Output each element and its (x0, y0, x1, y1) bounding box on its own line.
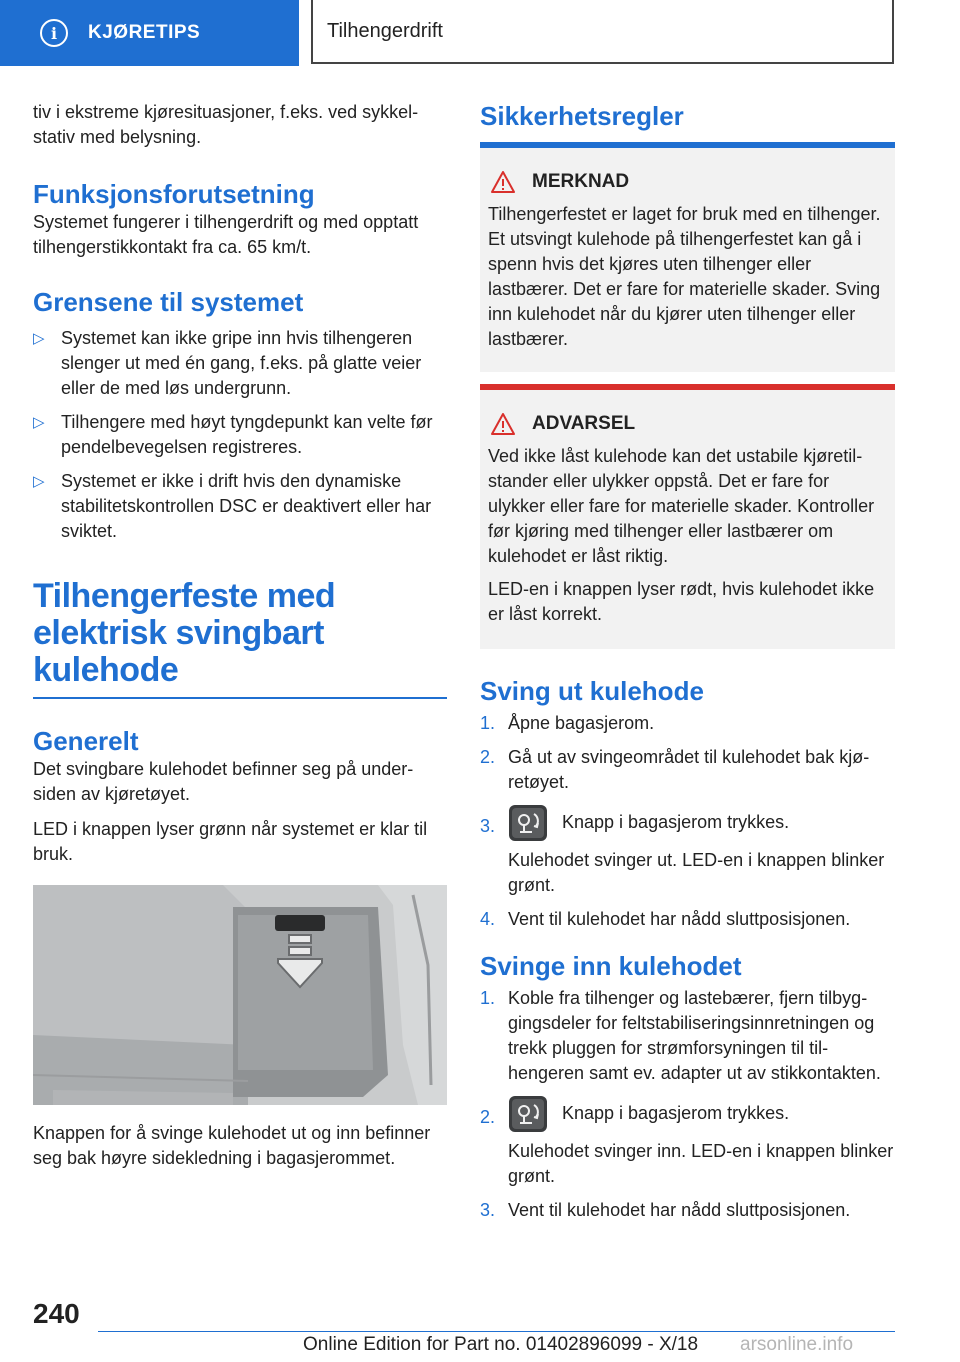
triangle-bullet-icon: ▷ (33, 473, 45, 490)
list-item: 3. Knapp i bagasjerom trykkes. Kulehodet svinger ut. LED-en i knappen blinker grønt. (480, 804, 895, 898)
tow-hitch-button-icon (508, 1095, 548, 1133)
chapter-title: Tilhengerdrift (327, 19, 443, 42)
triangle-bullet-icon: ▷ (33, 330, 45, 347)
steps-in-list (480, 986, 895, 1223)
tow-hitch-button-icon (508, 804, 548, 842)
list-item: ▷ Tilhengere med høyt tyngdepunkt kan velte før pendelbevegelsen registreres. (33, 412, 433, 457)
step-result: Kulehodet svinger inn. LED-en i knappen blinker grønt. (508, 1141, 894, 1186)
list-item: 1. Åpne bagasjerom. (480, 713, 655, 733)
watermark: arsonline.info (740, 1334, 854, 1355)
warning-text-1: Ved ikke låst kulehode kan det ustabile kjøretilstander eller ulykker oppstå. Det er fare for ulykker eller fare for materielle skader. Kontroller før kjøring med tilhenger eller lastbærer om kulehodet er låst riktig. (488, 446, 875, 566)
trunk-side-panel-photo (33, 885, 447, 1105)
list-item: ▷ Systemet kan ikke gripe inn hvis tilhengeren slenger ut med én gang, f.eks. på glatte veier eller de med løs undergrunn. (33, 328, 422, 398)
warning-triangle-icon (490, 170, 516, 194)
warning-triangle-icon (490, 412, 516, 436)
heading-svinge-inn: Svinge inn kulehodet (480, 951, 742, 981)
main-heading: Tilhengerfeste med elektrisk svingbart kulehode (33, 577, 336, 689)
list-item: 4. Vent til kulehodet har nådd sluttposisjonen. (480, 909, 851, 929)
heading-funksjonsforutsetning: Funksjonsforutsetning (33, 179, 315, 209)
paragraph-generelt-1: Det svingbare kulehodet befinner seg på undersiden av kjøretøyet. (33, 758, 414, 804)
heading-generelt: Generelt (33, 725, 139, 756)
photo-caption: Knappen for å svinge kulehodet ut og inn befinner seg bak høyre sidekledning i bagasjerommet. (33, 1122, 431, 1168)
chapter-title-box (311, 0, 894, 64)
note-header (488, 170, 885, 194)
list-item: 1. Koble fra tilhenger og lastebærer, fjern tilbyggingsdeler for feltstabiliseringsinnretningen og trekk pluggen for strømforsyningen til tilhengeren samt ev. adapter ut av stikkontakten. (480, 988, 881, 1083)
section-label: KJØRETIPS (88, 22, 201, 43)
edition-text: Online Edition for Part no. 01402896099 - X/18 (303, 1334, 699, 1355)
triangle-bullet-icon: ▷ (33, 414, 45, 431)
heading-sving-ut: Sving ut kulehode (480, 676, 704, 706)
list-item: 2. Gå ut av svingeområdet til kulehodet bak kjøretøyet. (480, 747, 870, 792)
footer-rule (98, 1331, 895, 1332)
heading-grensene: Grensene til systemet (33, 287, 304, 317)
list-item: 3. Vent til kulehodet har nådd sluttposisjonen. (480, 1200, 851, 1220)
warning-title: ADVARSEL (532, 413, 636, 434)
page-number: 240 (33, 1298, 80, 1329)
right-column (480, 100, 895, 1232)
warning-text-2: LED-en i knappen lyser rødt, hvis kulehodet ikke er låst korrekt. (488, 579, 875, 624)
heading-rule (33, 697, 447, 699)
paragraph-funksjon: Systemet fungerer i tilhengerdrift og med opptatt tilhengerstikkontakt fra ca. 65 km/t. (33, 212, 419, 257)
warning-box (480, 390, 895, 649)
list-item: 2. Knapp i bagasjerom trykkes. Kulehodet svinger inn. LED-en i knappen blinker grønt. (480, 1095, 895, 1189)
section-tab (0, 0, 299, 66)
note-text: Tilhengerfestet er laget for bruk med en tilhenger. Et utsvingt kulehode på tilhengerfestet kan gå i spenn hvis det kjøres uten tilhenger eller lastbærer. Det er fare for materielle skader. Sving inn kulehodet når du kjører uten tilhenger eller lastbærer. (488, 204, 881, 349)
warning-header (488, 412, 885, 436)
steps-out-list (480, 711, 895, 932)
heading-sikkerhetsregler: Sikkerhetsregler (480, 101, 684, 131)
info-icon: i (40, 19, 68, 47)
left-column (33, 100, 447, 1181)
paragraph-generelt-2: LED i knappen lyser grønn når systemet er klar til bruk. (33, 818, 428, 864)
note-box (480, 148, 895, 372)
note-title: MERKNAD (532, 171, 630, 192)
limits-list (33, 326, 447, 544)
intro-paragraph: tiv i ekstreme kjøresituasjoner, f.eks. ved sykkelstativ med belysning. (33, 102, 419, 147)
list-item: ▷ Systemet er ikke i drift hvis den dynamiske stabilitetskontrollen DSC er deaktivert eller har sviktet. (33, 471, 432, 541)
step-result: Kulehodet svinger ut. LED-en i knappen blinker grønt. (508, 850, 885, 895)
